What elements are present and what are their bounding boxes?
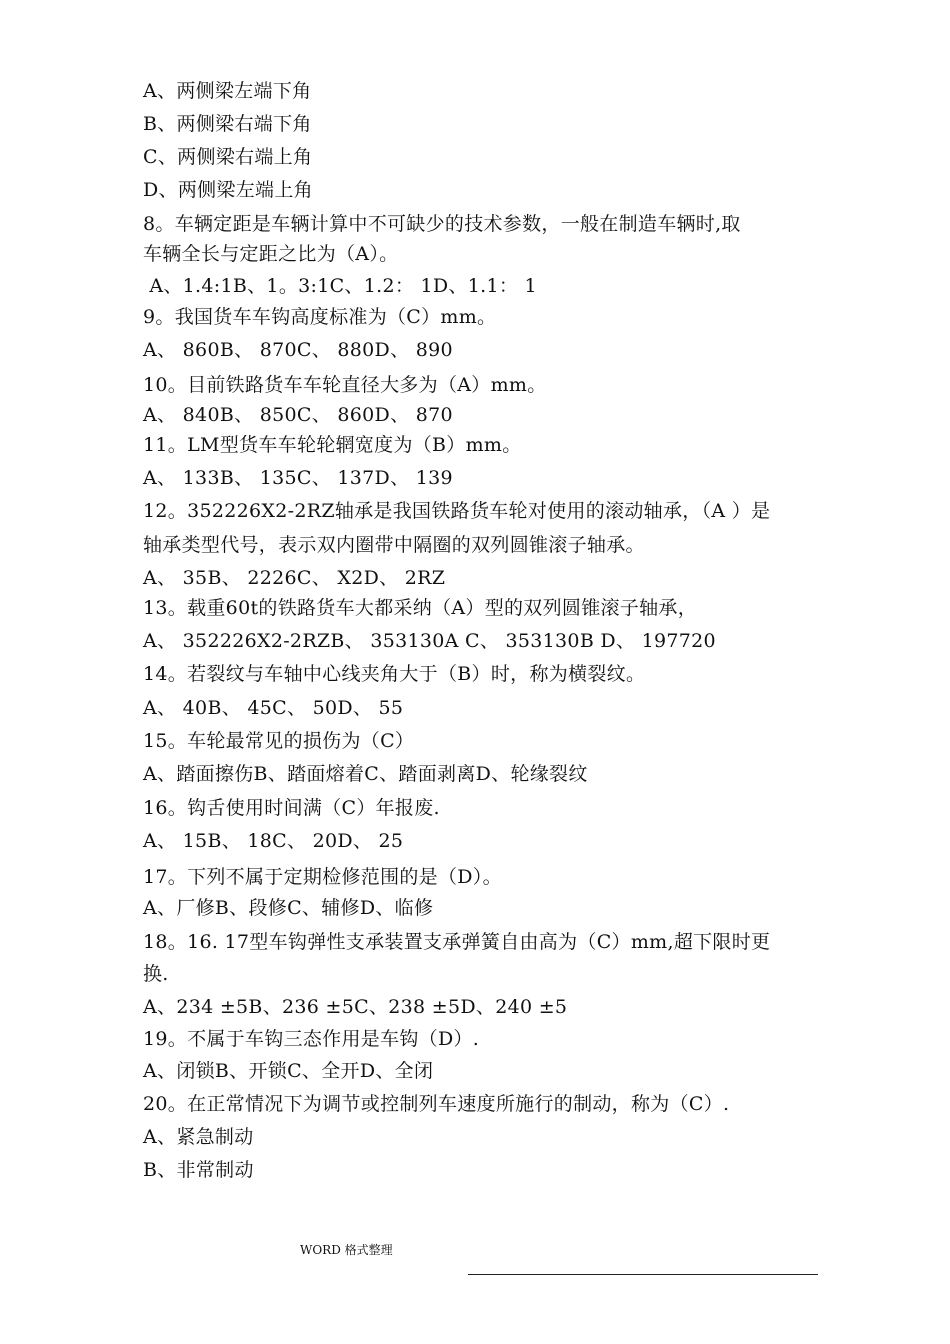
text-line: A、厂修B、段修C、辅修D、临修 [143,897,434,919]
text-line: A、 15B、 18C、 20D、 25 [143,830,404,852]
text-line: C、两侧梁右端上角 [143,146,313,168]
text-line: A、 35B、 2226C、 X2D、 2RZ [143,567,446,589]
text-line: A、1.4:1B、1。3:1C、1.2： 1D、1.1： 1 [143,275,537,297]
text-line: B、非常制动 [143,1159,254,1181]
text-line: A、紧急制动 [143,1126,254,1148]
text-line: 20。在正常情况下为调节或控制列车速度所施行的制动，称为（C）. [143,1093,730,1115]
text-line: A、闭锁B、开锁C、全开D、全闭 [143,1060,434,1082]
text-line: 换. [143,963,169,985]
text-line: 18。16. 17型车钩弹性支承装置支承弹簧自由高为（C）mm,超下限时更 [143,931,771,953]
text-line: 10。目前铁路货车车轮直径大多为（A）mm。 [143,374,547,396]
text-line: 8。车辆定距是车辆计算中不可缺少的技术参数，一般在制造车辆时,取 [143,213,741,235]
text-line: 11。LM型货车车轮轮辋宽度为（B）mm。 [143,434,522,456]
text-line: B、两侧梁右端下角 [143,113,312,135]
text-line: A、 352226X2-2RZB、 353130A C、 353130B D、 197720 [143,630,716,652]
text-line: 14。若裂纹与车轴中心线夹角大于（B）时，称为横裂纹。 [143,663,646,685]
text-line: A、234 ±5B、236 ±5C、238 ±5D、240 ±5 [143,996,568,1018]
text-line: 9。我国货车车钩高度标准为（C）mm。 [143,306,497,328]
text-line: D、两侧梁左端上角 [143,179,313,201]
text-line: A、踏面擦伤B、踏面熔着C、踏面剥离D、轮缘裂纹 [143,763,588,785]
footer-label: WORD 格式整理 [300,1243,393,1257]
text-line: A、 40B、 45C、 50D、 55 [143,697,404,719]
text-line: A、 133B、 135C、 137D、 139 [143,467,453,489]
text-line: A、 840B、 850C、 860D、 870 [143,404,453,426]
text-line: 车辆全长与定距之比为（A）。 [143,243,399,265]
text-line: 16。钩舌使用时间满（C）年报废. [143,797,440,819]
text-line: 13。载重60t的铁路货车大都采纳（A）型的双列圆锥滚子轴承， [143,597,698,619]
text-line: A、两侧梁左端下角 [143,80,312,102]
footer-divider [468,1274,818,1275]
text-line: 轴承类型代号，表示双内圈带中隔圈的双列圆锥滚子轴承。 [143,534,645,556]
text-line: 19。不属于车钩三态作用是车钩（D）. [143,1028,480,1050]
text-line: 17。下列不属于定期检修范围的是（D）。 [143,866,502,888]
text-line: 15。车轮最常见的损伤为（C） [143,730,415,752]
text-line: 12。352226X2-2RZ轴承是我国铁路货车轮对使用的滚动轴承，（A ）是 [143,500,771,522]
text-line: A、 860B、 870C、 880D、 890 [143,339,453,361]
